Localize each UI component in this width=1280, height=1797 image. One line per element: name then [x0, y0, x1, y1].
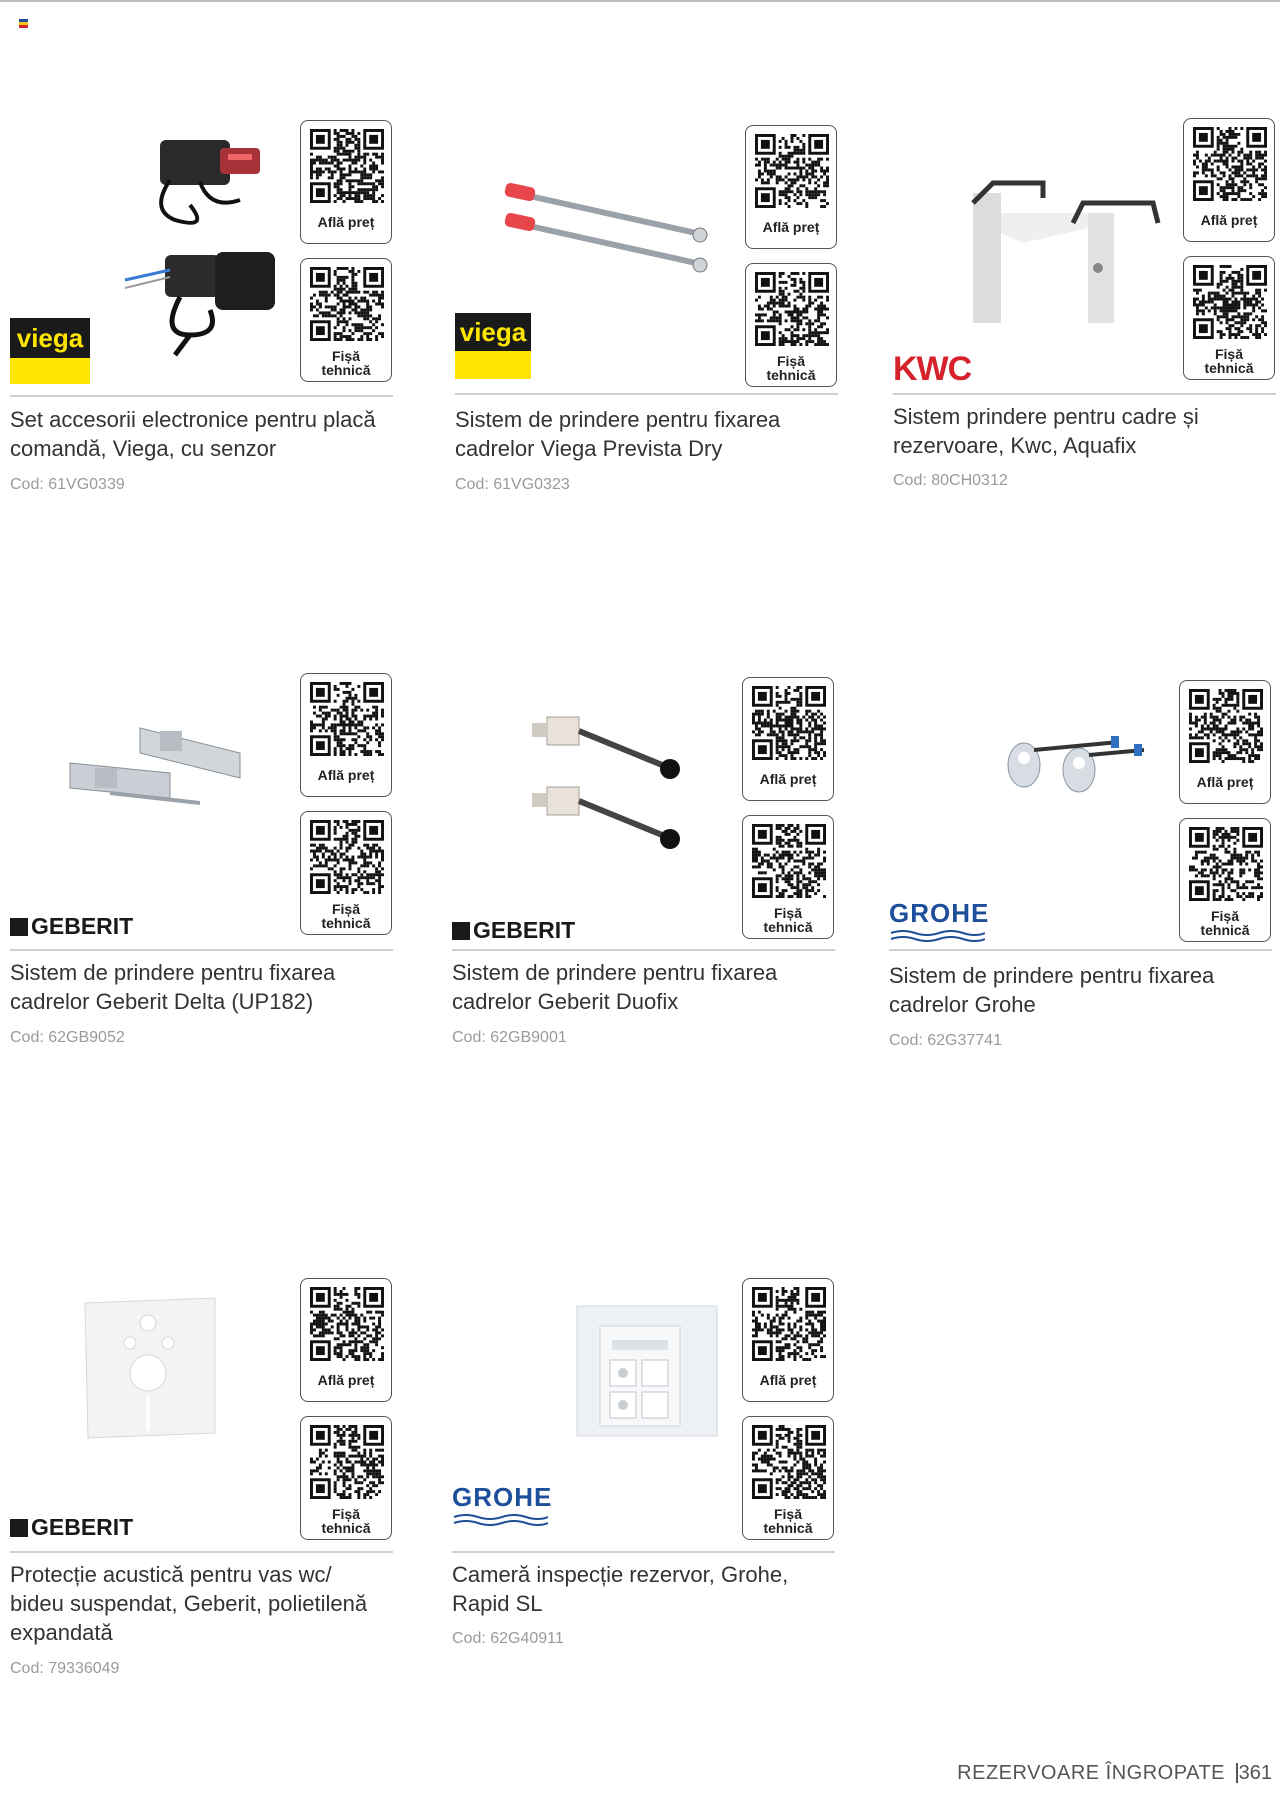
- price-label: Află preț: [1196, 774, 1254, 790]
- product-image-acoustic-pad: [50, 1278, 290, 1518]
- qr-code-icon: [310, 820, 384, 894]
- wave-icon: [889, 929, 985, 943]
- product-code: Cod: 62G37741: [889, 1032, 1002, 1049]
- price-label: Află preț: [759, 1372, 817, 1388]
- divider: [889, 949, 1272, 951]
- product-title: Sistem de prindere pentru fixarea cadrelor Grohe: [889, 963, 1215, 1017]
- brand-logo-geberit: [452, 917, 575, 944]
- product-title: Sistem prindere pentru cadre și rezervoare, Kwc, Aquafix: [893, 404, 1199, 458]
- top-rule: [0, 0, 1280, 2]
- brand-logo-text: viega: [459, 316, 527, 347]
- qr-code-icon: [310, 682, 384, 756]
- tech-sheet-label-1: Fișă: [773, 1506, 802, 1522]
- tech-sheet-label-2: tehnică: [321, 915, 371, 931]
- product-card[interactable]: [10, 673, 410, 1073]
- product-code: Cod: 62GB9001: [452, 1029, 567, 1046]
- price-qr-code[interactable]: [745, 125, 837, 249]
- tech-sheet-qr-code[interactable]: [1183, 256, 1275, 380]
- price-qr-code[interactable]: [300, 1278, 392, 1402]
- brand-logo-grohe: [452, 1482, 552, 1532]
- qr-code-icon: [1189, 827, 1263, 901]
- product-title: Protecție acustică pentru vas wc/ bideu suspendat, Geberit, polietilenă expandată: [10, 1562, 368, 1645]
- qr-code-icon: [752, 1287, 826, 1361]
- qr-code-icon: [310, 129, 384, 203]
- price-qr-code[interactable]: [742, 677, 834, 801]
- brand-logo-text: GEBERIT: [31, 1514, 134, 1540]
- brand-logo-text: GEBERIT: [31, 913, 134, 939]
- brand-logo-viega: [455, 313, 531, 379]
- tech-sheet-qr-code[interactable]: [300, 1416, 392, 1540]
- product-card[interactable]: [452, 677, 852, 1077]
- tech-sheet-label-1: Fișă: [1210, 908, 1239, 924]
- qr-code-icon: [1193, 265, 1267, 339]
- tech-sheet-label-2: tehnică: [1204, 360, 1254, 376]
- brand-logo-geberit: [10, 913, 133, 940]
- qr-code-icon: [310, 1287, 384, 1361]
- divider: [452, 949, 835, 951]
- product-image-fixing-rods: [495, 125, 735, 365]
- price-label: Află preț: [317, 1372, 375, 1388]
- tech-sheet-label-2: tehnică: [763, 1520, 813, 1536]
- flag-icon: [19, 19, 28, 28]
- qr-code-icon: [752, 824, 826, 898]
- product-image-grohe-brackets: [929, 680, 1169, 920]
- product-title: Sistem de prindere pentru fixarea cadrelor Geberit Delta (UP182): [10, 960, 336, 1014]
- divider: [10, 1551, 393, 1553]
- divider: [893, 393, 1276, 395]
- qr-code-icon: [755, 272, 829, 346]
- product-code: Cod: 79336049: [10, 1660, 120, 1677]
- page-number: 361: [1238, 1762, 1272, 1784]
- tech-sheet-label-2: tehnică: [321, 362, 371, 378]
- product-card[interactable]: [889, 680, 1280, 1080]
- product-title: Sistem de prindere pentru fixarea cadrelor Geberit Duofix: [452, 960, 778, 1014]
- price-label: Află preț: [317, 214, 375, 230]
- product-card[interactable]: [10, 120, 410, 520]
- qr-code-icon: [1189, 689, 1263, 763]
- product-code: Cod: 62G40911: [452, 1630, 564, 1647]
- tech-sheet-qr-code[interactable]: [1179, 818, 1271, 942]
- price-label: Află preț: [317, 767, 375, 783]
- product-card[interactable]: [455, 125, 855, 525]
- tech-sheet-label-1: Fișă: [331, 901, 360, 917]
- brand-logo-text: viega: [16, 322, 84, 353]
- product-title: Set accesorii electronice pentru placă comandă, Viega, cu senzor: [10, 407, 376, 461]
- tech-sheet-label-2: tehnică: [1200, 922, 1250, 938]
- qr-code-icon: [755, 134, 829, 208]
- price-qr-code[interactable]: [1179, 680, 1271, 804]
- tech-sheet-label-1: Fișă: [331, 348, 360, 364]
- price-qr-code[interactable]: [1183, 118, 1275, 242]
- tech-sheet-label-1: Fișă: [776, 353, 805, 369]
- price-qr-code[interactable]: [300, 120, 392, 244]
- product-title: Sistem de prindere pentru fixarea cadrelor Viega Prevista Dry: [455, 407, 781, 461]
- qr-code-icon: [752, 686, 826, 760]
- product-image-delta-brackets: [50, 673, 290, 913]
- price-label: Află preț: [762, 219, 820, 235]
- tech-sheet-qr-code[interactable]: [742, 1416, 834, 1540]
- tech-sheet-label-1: Fișă: [1214, 346, 1243, 362]
- brand-logo-text: GROHE: [452, 1482, 553, 1512]
- qr-code-icon: [310, 267, 384, 341]
- tech-sheet-label-1: Fișă: [331, 1506, 360, 1522]
- product-code: Cod: 80CH0312: [893, 472, 1008, 489]
- product-image-frame-bracket: [933, 118, 1173, 358]
- product-code: Cod: 62GB9052: [10, 1029, 125, 1046]
- product-title: Cameră inspecție rezervor, Grohe, Rapid SL: [452, 1562, 789, 1616]
- qr-code-icon: [310, 1425, 384, 1499]
- qr-code-icon: [752, 1425, 826, 1499]
- divider: [452, 1551, 835, 1553]
- brand-logo-geberit: [10, 1514, 133, 1541]
- price-qr-code[interactable]: [300, 673, 392, 797]
- product-card[interactable]: [10, 1278, 410, 1678]
- section-title: REZERVOARE ÎNGROPATE: [957, 1762, 1225, 1784]
- brand-logo-kwc: KWC: [893, 350, 972, 388]
- divider: [455, 393, 838, 395]
- product-card[interactable]: [452, 1278, 852, 1678]
- tech-sheet-qr-code[interactable]: [742, 815, 834, 939]
- product-code: Cod: 61VG0323: [455, 476, 570, 493]
- tech-sheet-qr-code[interactable]: [300, 811, 392, 935]
- price-qr-code[interactable]: [742, 1278, 834, 1402]
- product-code: Cod: 61VG0339: [10, 476, 125, 493]
- tech-sheet-label-2: tehnică: [321, 1520, 371, 1536]
- qr-code-icon: [1193, 127, 1267, 201]
- product-card[interactable]: [893, 118, 1280, 518]
- brand-logo-text: GEBERIT: [473, 917, 576, 943]
- divider: [10, 949, 393, 951]
- price-label: Află preț: [759, 771, 817, 787]
- tech-sheet-qr-code[interactable]: [745, 263, 837, 387]
- brand-logo-viega: [10, 318, 90, 384]
- product-image-duofix-brackets: [492, 677, 732, 917]
- tech-sheet-label-2: tehnică: [766, 367, 816, 383]
- tech-sheet-label-1: Fișă: [773, 905, 802, 921]
- brand-logo-text: GROHE: [889, 898, 990, 928]
- tech-sheet-label-2: tehnică: [763, 919, 813, 935]
- wave-icon: [452, 1513, 548, 1527]
- divider: [10, 395, 393, 397]
- tech-sheet-qr-code[interactable]: [300, 258, 392, 382]
- price-label: Află preț: [1200, 212, 1258, 228]
- brand-logo-grohe: [889, 898, 989, 948]
